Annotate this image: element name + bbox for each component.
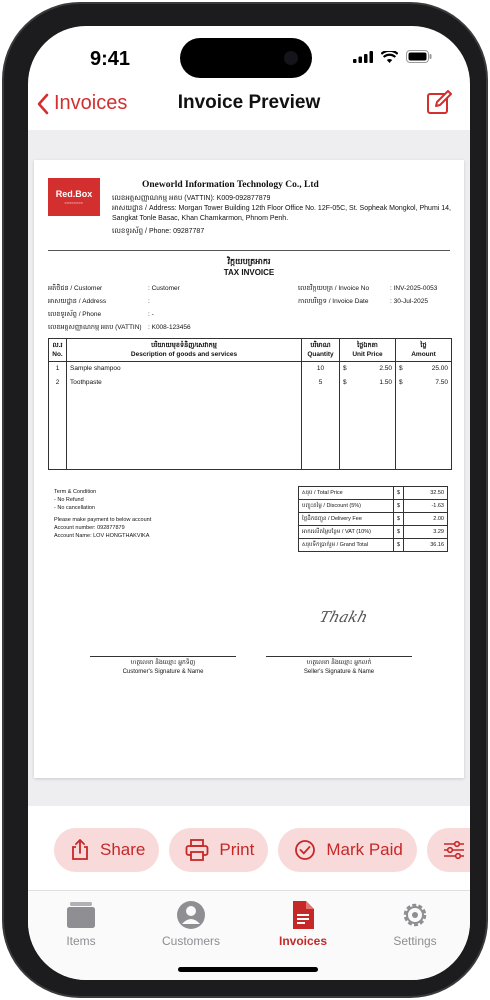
table-row: 2 Toothpaste 5 $ 1.50 $ 7.50 bbox=[49, 376, 452, 390]
col-no: ល.រ No. bbox=[49, 339, 67, 362]
company-name: Oneworld Information Technology Co., Ltd bbox=[142, 180, 319, 190]
col-quantity: បរិមាណ Quantity bbox=[302, 339, 340, 362]
action-bar bbox=[28, 828, 470, 872]
more-options-button[interactable] bbox=[427, 828, 470, 872]
share-icon bbox=[70, 839, 90, 861]
grand-total-row: សរុបទឹកប្រាក់រួម / Grand Total $ 36.16 bbox=[299, 539, 448, 552]
dynamic-island bbox=[180, 38, 312, 78]
printer-icon bbox=[185, 839, 209, 861]
company-info bbox=[112, 180, 452, 237]
seller-signature-line: ហត្ថលេខា និងឈ្មោះ អ្នកលក់ Seller's Signature & Name bbox=[266, 656, 412, 677]
table-empty-space bbox=[49, 390, 452, 470]
company-logo: Red.Box ━━━━━━━━ bbox=[48, 178, 100, 216]
stack-icon bbox=[66, 901, 96, 929]
terms-conditions: Term & Condition - No Refund - No cancellation Please make payment to below account Account number: 092877879 Account Name: LOV HONGTHAKVIKA bbox=[54, 489, 152, 539]
home-indicator bbox=[178, 967, 318, 972]
status-icons bbox=[353, 50, 432, 63]
company-address: អាសយដ្ឋាន / Address: Morgan Tower Building 12th Floor Office No. 12F-05C, St. Sopheak Mongkol, Phumi 14, Sangkat Tonle Basac, Khan Chamkarmon, Phnom Penh. bbox=[112, 205, 452, 222]
wifi-icon bbox=[381, 51, 398, 63]
edit-button[interactable] bbox=[426, 90, 452, 121]
person-circle-icon bbox=[176, 900, 206, 930]
totals-table bbox=[298, 486, 448, 552]
discount-row: បញ្ចុះតម្លៃ / Discount (5%) $ -1.63 bbox=[299, 500, 448, 513]
screen bbox=[28, 26, 470, 980]
company-phone: លេខទូរស័ព្ទ / Phone: 09287787 bbox=[112, 228, 205, 235]
sliders-icon bbox=[443, 840, 465, 860]
col-amount: ថ្លៃ Amount bbox=[396, 339, 452, 362]
battery-icon bbox=[406, 50, 432, 63]
items-table bbox=[48, 338, 452, 470]
tab-items[interactable]: Items bbox=[36, 899, 126, 948]
print-button[interactable]: Print bbox=[169, 828, 268, 872]
gear-icon bbox=[400, 900, 430, 930]
check-circle-icon bbox=[294, 839, 316, 861]
table-row: 1 Sample shampoo 10 $ 2.50 $ 25.00 bbox=[49, 362, 452, 376]
col-description: បរិយាយមុខទំនិញ/សេវាកម្ម Description of goods and services bbox=[67, 339, 302, 362]
edit-icon bbox=[426, 90, 452, 116]
tab-invoices[interactable]: Invoices bbox=[258, 899, 348, 948]
invoice-document bbox=[34, 160, 464, 778]
invoice-meta: អតិថិជន / Customer : Customer លេខវិក្កយបត្រ / Invoice No : INV-2025-0053 អាសយដ្ឋាន / Address : កាលបរិច្ឆេទ / Invoice Date : 30-Jul-2025 លេខទូរស័ព្ទ / Phone : - លេខអត្តសញ្ញាណកម្ម អតប (VATTIN) : K008-123456 bbox=[48, 285, 438, 331]
nav-bar bbox=[28, 86, 470, 132]
delivery-fee-row: ថ្លៃដឹកជញ្ជូន / Delivery Fee $ 2.00 bbox=[299, 513, 448, 526]
divider bbox=[48, 250, 450, 251]
back-label: Invoices bbox=[54, 92, 128, 114]
signal-icon bbox=[353, 51, 373, 63]
vat-row: អាករលើតម្លៃបន្ថែម / VAT (10%) $ 3.29 bbox=[299, 526, 448, 539]
invoice-title: វិក្កយបត្រអាករ TAX INVOICE bbox=[223, 257, 275, 277]
total-price-row: សរុប / Total Price $ 32.50 bbox=[299, 487, 448, 500]
seller-signature-image: Thakh bbox=[317, 608, 370, 626]
customer-signature-line: ហត្ថលេខា និងឈ្មោះ អ្នកទិញ Customer's Signature & Name bbox=[90, 656, 236, 677]
document-icon bbox=[291, 900, 315, 930]
preview-area[interactable] bbox=[28, 130, 470, 806]
tab-settings[interactable]: Settings bbox=[370, 899, 460, 948]
phone-frame bbox=[2, 2, 488, 998]
share-button[interactable]: Share bbox=[54, 828, 159, 872]
company-vattin: លេខអត្តសញ្ញាណកម្ម អតប (VATTIN): K009-092877879 bbox=[112, 195, 271, 202]
col-unit-price: ថ្លៃឯកតា Unit Price bbox=[340, 339, 396, 362]
tab-customers[interactable]: Customers bbox=[146, 899, 236, 948]
mark-paid-button[interactable]: Mark Paid bbox=[278, 828, 417, 872]
status-time: 9:41 bbox=[90, 48, 131, 70]
page-title: Invoice Preview bbox=[177, 92, 321, 113]
